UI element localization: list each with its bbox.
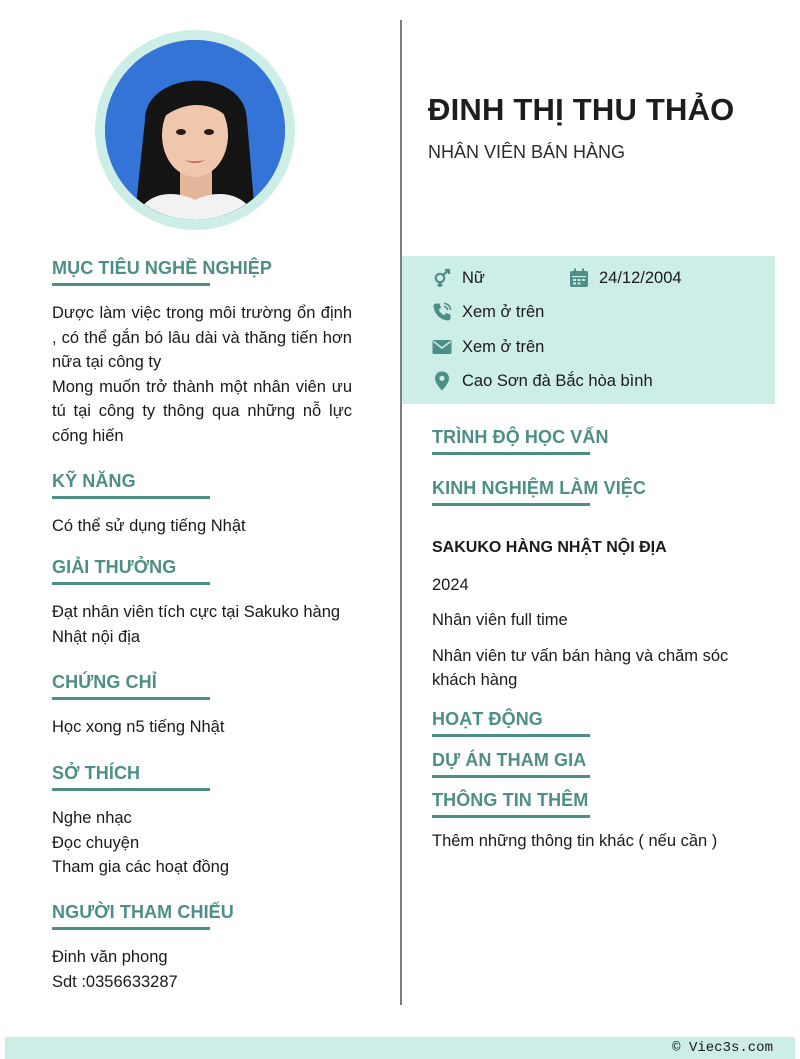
certificates-title: CHỨNG CHỈ (52, 672, 157, 692)
more-info-text: Thêm những thông tin khác ( nếu cần ) (432, 832, 718, 850)
section-underline (432, 503, 590, 506)
objective-section (52, 258, 352, 448)
experience-title: KINH NGHIỆM LÀM VIỆC (432, 478, 647, 498)
reference-phone: Sdt :0356633287 (52, 972, 178, 991)
education-title: TRÌNH ĐỘ HỌC VẤN (432, 427, 609, 447)
experience-position: Nhân viên full time (432, 611, 568, 629)
activities-title: HOẠT ĐỘNG (432, 709, 543, 729)
experience-year: 2024 (432, 575, 469, 594)
hobby-item: Nghe nhạc (52, 809, 132, 827)
awards-section (52, 557, 352, 649)
section-underline (432, 452, 590, 455)
section-underline (432, 775, 590, 778)
experience-description: Nhân viên tư vấn bán hàng và chăm sóc khách hàng (432, 646, 729, 689)
skills-text: Có thể sử dụng tiếng Nhật (52, 517, 246, 535)
projects-title: DỰ ÁN THAM GIA (432, 750, 587, 770)
avatar-frame (95, 30, 295, 230)
certificates-section (52, 672, 352, 740)
map-pin-icon (432, 371, 452, 391)
awards-text: Đạt nhân viên tích cực tại Sakuko hàng Nhật nội địa (52, 603, 341, 646)
contact-panel (402, 256, 775, 404)
references-title: NGƯỜI THAM CHIẾU (52, 902, 234, 922)
more-info-section (432, 790, 762, 854)
objective-text-1: Dược làm việc trong môi trường ổn định , có thể gắn bó lâu dài và thăng tiến hơn nữa tại công ty (52, 304, 352, 371)
footer-bar (5, 1037, 795, 1059)
gender-icon (432, 268, 452, 288)
hobbies-section (52, 763, 352, 880)
section-underline (52, 283, 210, 286)
skills-section (52, 471, 352, 539)
address-row (432, 371, 653, 391)
activities-section (432, 709, 590, 737)
gender-row (432, 268, 485, 288)
section-underline (52, 788, 210, 791)
phone-row (432, 302, 544, 322)
avatar (105, 40, 285, 220)
gender-value: Nữ (462, 268, 485, 287)
skills-title: KỸ NĂNG (52, 471, 136, 491)
objective-title: MỤC TIÊU NGHỀ NGHIỆP (52, 258, 273, 278)
objective-text-2: Mong muốn trở thành một nhân viên ưu tú tại công ty thông qua những nỗ lực cống hiến (52, 377, 352, 445)
section-underline (432, 815, 590, 818)
email-value: Xem ở trên (462, 337, 545, 356)
column-divider (400, 20, 402, 1005)
experience-company: SAKUKO HÀNG NHẬT NỘI ĐỊA (432, 539, 667, 556)
birthdate-row (569, 268, 682, 288)
section-underline (432, 734, 590, 737)
section-underline (52, 697, 210, 700)
section-underline (52, 582, 210, 585)
envelope-icon (432, 337, 452, 357)
hobby-item: Tham gia các hoạt đồng (52, 858, 230, 876)
hobby-item: Đọc chuyện (52, 833, 140, 852)
education-section (432, 427, 609, 455)
hobbies-title: SỞ THÍCH (52, 763, 141, 783)
experience-section (432, 478, 762, 693)
address-value: Cao Sơn đà Bắc hòa bình (462, 371, 653, 390)
calendar-icon (569, 268, 589, 288)
avatar-portrait (105, 40, 285, 220)
more-info-title: THÔNG TIN THÊM (432, 790, 589, 810)
phone-value: Xem ở trên (462, 302, 545, 321)
birthdate-value: 24/12/2004 (599, 268, 682, 287)
reference-name: Đinh văn phong (52, 948, 168, 966)
section-underline (52, 927, 210, 930)
footer-watermark: © Viec3s.com (672, 1040, 773, 1056)
phone-icon (432, 302, 452, 322)
candidate-name: ĐINH THỊ THU THẢO (428, 92, 735, 127)
job-title: NHÂN VIÊN BÁN HÀNG (428, 142, 626, 162)
references-section (52, 902, 352, 994)
section-underline (52, 496, 210, 499)
projects-section (432, 750, 590, 778)
email-row (432, 337, 544, 357)
certificates-text: Học xong n5 tiếng Nhật (52, 718, 225, 736)
awards-title: GIẢI THƯỞNG (52, 557, 177, 577)
